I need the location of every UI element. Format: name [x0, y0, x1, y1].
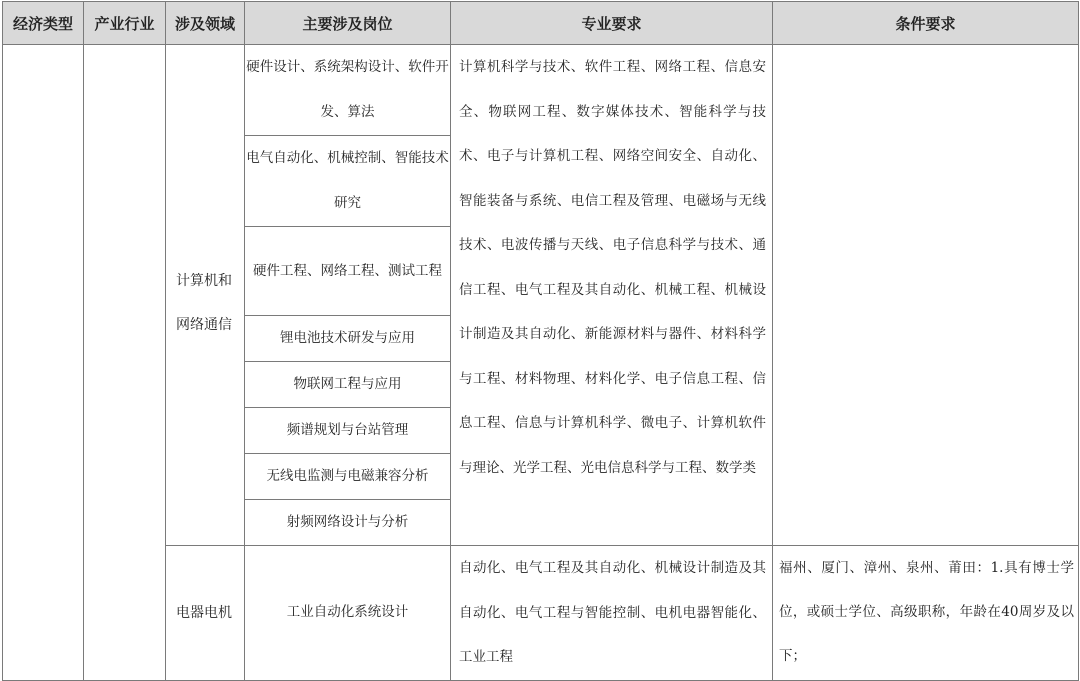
- field-line: 计算机和: [176, 273, 232, 289]
- position-cell: 电气自动化、机械控制、智能技术研究: [245, 136, 451, 227]
- position-cell: 射频网络设计与分析: [245, 500, 451, 546]
- major-requirements-cell: 自动化、电气工程及其自动化、机械设计制造及其自动化、电气工程与智能控制、电机电器智能化、工业工程: [451, 546, 773, 681]
- economy-type-cell: [3, 45, 84, 681]
- position-cell: 工业自动化系统设计: [245, 546, 451, 681]
- table-row: [3, 45, 1079, 136]
- header-industry: 产业行业: [84, 2, 166, 45]
- position-cell: 锂电池技术研发与应用: [245, 316, 451, 362]
- header-major-requirements: 专业要求: [451, 2, 773, 45]
- field-cell-computer-network: [166, 45, 245, 546]
- position-cell: 无线电监测与电磁兼容分析: [245, 454, 451, 500]
- header-conditions: 条件要求: [773, 2, 1079, 45]
- position-cell: 硬件设计、系统架构设计、软件开发、算法: [245, 45, 451, 136]
- major-requirements-cell: 计算机科学与技术、软件工程、网络工程、信息安全、物联网工程、数字媒体技术、智能科学与技术、电子与计算机工程、网络空间安全、自动化、智能装备与系统、电信工程及管理、电磁场与无线技术、电波传播与天线、电子信息科学与技术、通信工程、电气工程及其自动化、机械工程、机械设计制造及其自动化、新能源材料与器件、材料科学与工程、材料物理、材料化学、电子信息工程、信息工程、信息与计算机科学、微电子、计算机软件与理论、光学工程、光电信息科学与工程、数学类: [451, 45, 773, 546]
- position-cell: 硬件工程、网络工程、测试工程: [245, 227, 451, 316]
- header-economy-type: 经济类型: [3, 2, 84, 45]
- requirements-table: [2, 1, 1079, 681]
- position-cell: 频谱规划与台站管理: [245, 408, 451, 454]
- conditions-cell: 福州、厦门、漳州、泉州、莆田：1.具有博士学位，或硕士学位、高级职称，年龄在40周岁及以下；: [773, 546, 1079, 681]
- header-field: 涉及领域: [166, 2, 245, 45]
- header-positions: 主要涉及岗位: [245, 2, 451, 45]
- industry-cell: [84, 45, 166, 681]
- field-cell-electrical-motor: 电器电机: [166, 546, 245, 681]
- header-row: [3, 2, 1079, 45]
- field-line: 网络通信: [176, 317, 232, 333]
- conditions-cell-empty: [773, 45, 1079, 546]
- position-cell: 物联网工程与应用: [245, 362, 451, 408]
